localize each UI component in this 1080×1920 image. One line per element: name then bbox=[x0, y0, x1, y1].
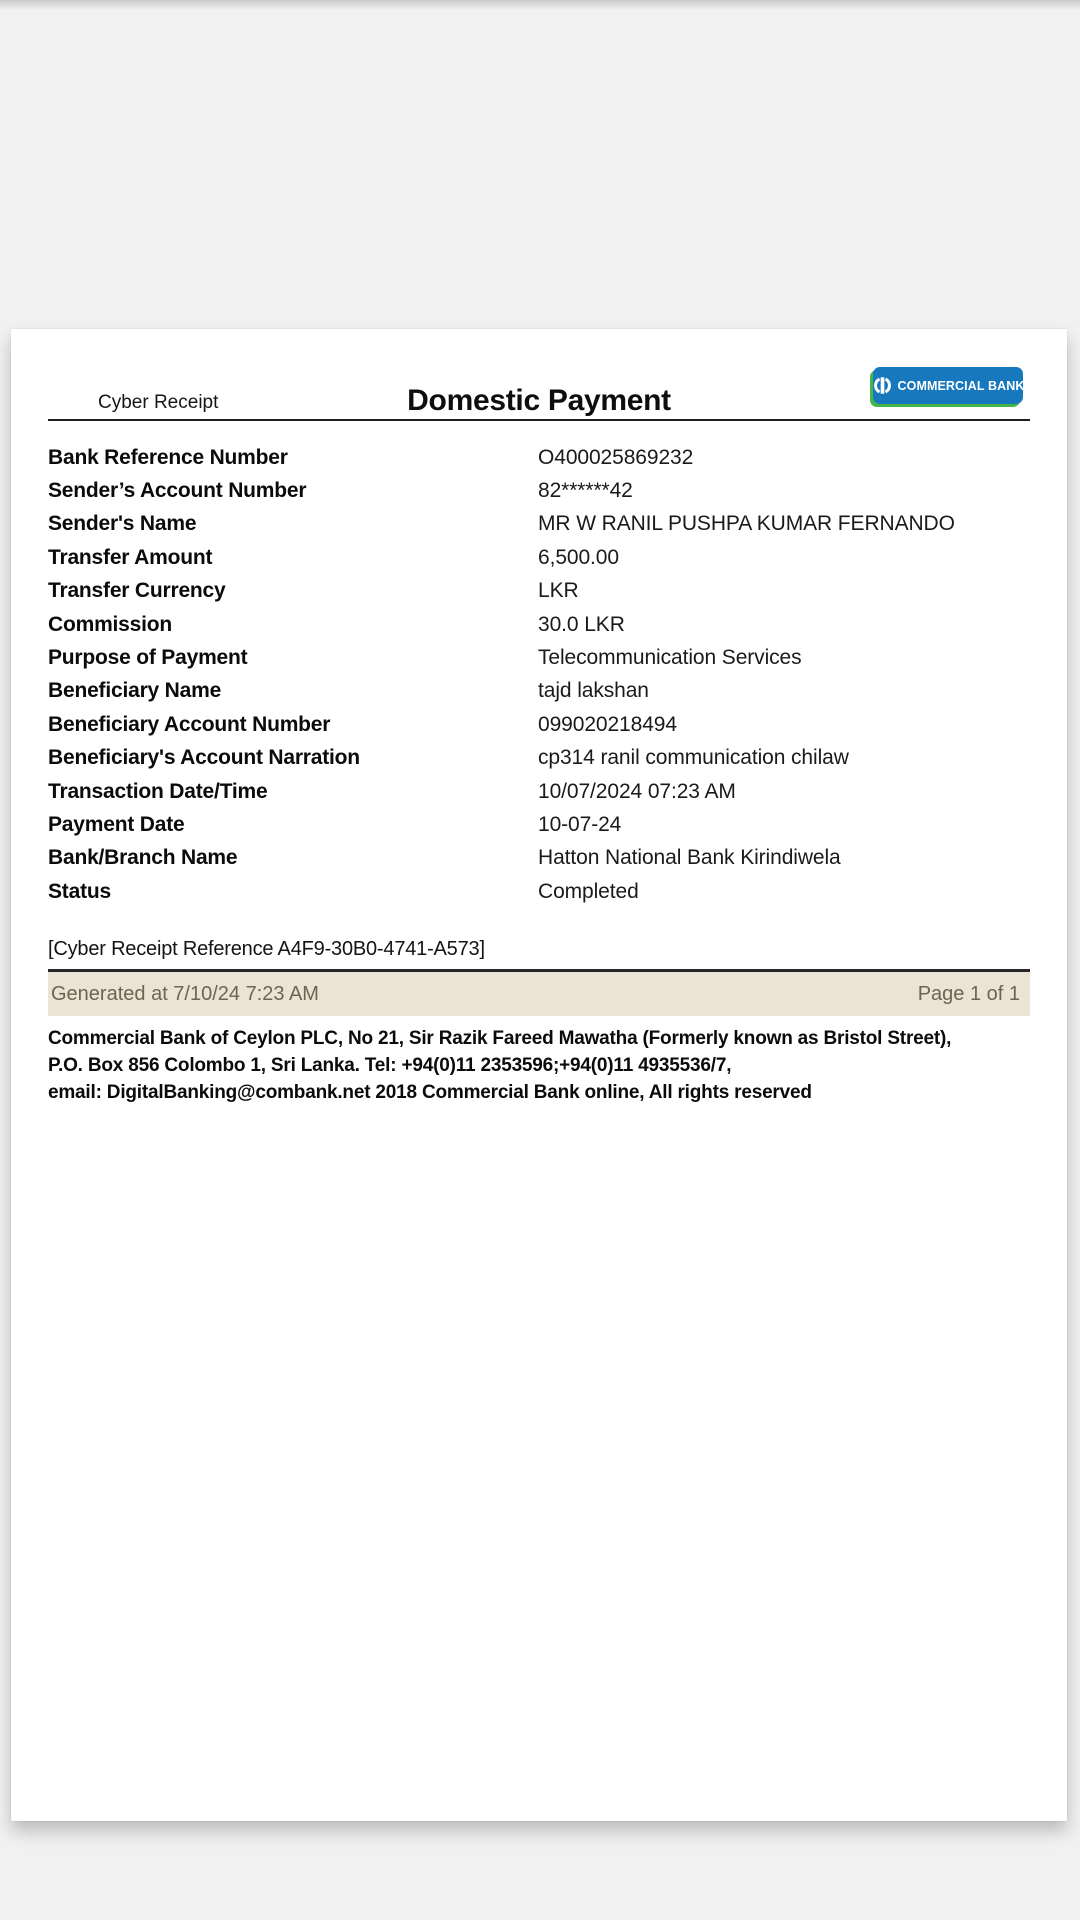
field-label: Transaction Date/Time bbox=[48, 779, 268, 803]
page-title: Domestic Payment bbox=[407, 384, 671, 417]
field-row bbox=[48, 742, 1030, 775]
field-row bbox=[48, 708, 1030, 741]
field-label: Sender's Name bbox=[48, 512, 197, 536]
field-list bbox=[48, 441, 1030, 908]
field-value: 30.0 LKR bbox=[538, 612, 625, 636]
field-label: Beneficiary Account Number bbox=[48, 712, 331, 736]
field-value: Telecommunication Services bbox=[538, 646, 802, 670]
field-value: LKR bbox=[538, 579, 579, 603]
field-row bbox=[48, 508, 1030, 541]
page-top-shadow bbox=[0, 0, 1080, 10]
footer-line: Commercial Bank of Ceylon PLC, No 21, Sir Razik Fareed Mawatha (Formerly known as Bristol Street), bbox=[48, 1028, 952, 1050]
receipt-header bbox=[48, 329, 1030, 419]
field-value: 099020218494 bbox=[538, 712, 677, 736]
field-row bbox=[48, 842, 1030, 875]
field-value: 82******42 bbox=[538, 479, 633, 503]
field-row bbox=[48, 474, 1030, 507]
generated-bar bbox=[48, 972, 1030, 1016]
field-row bbox=[48, 441, 1030, 474]
field-label: Payment Date bbox=[48, 812, 185, 836]
field-value: 10-07-24 bbox=[538, 812, 622, 836]
field-value: O400025869232 bbox=[538, 445, 694, 469]
field-value: 6,500.00 bbox=[538, 545, 619, 569]
field-row bbox=[48, 675, 1030, 708]
doc-type-label: Cyber Receipt bbox=[98, 392, 219, 413]
field-label: Transfer Amount bbox=[48, 545, 213, 569]
field-label: Status bbox=[48, 879, 111, 903]
field-value: cp314 ranil communication chilaw bbox=[538, 746, 849, 770]
field-label: Purpose of Payment bbox=[48, 646, 248, 670]
field-label: Bank Reference Number bbox=[48, 445, 288, 469]
field-value: Completed bbox=[538, 879, 639, 903]
commercial-bank-logo bbox=[873, 367, 1023, 404]
receipt-card bbox=[11, 329, 1067, 1821]
bank-address-block bbox=[48, 1025, 1030, 1106]
footer-line: email: DigitalBanking@combank.net 2018 Commercial Bank online, All rights reserved bbox=[48, 1082, 812, 1104]
field-row bbox=[48, 641, 1030, 674]
field-row bbox=[48, 575, 1030, 608]
field-row bbox=[48, 541, 1030, 574]
field-value: Hatton National Bank Kirindiwela bbox=[538, 846, 841, 870]
bank-logo-text: COMMERCIAL BANK bbox=[897, 378, 1025, 393]
field-value: 10/07/2024 07:23 AM bbox=[538, 779, 736, 803]
field-label: Beneficiary Name bbox=[48, 679, 222, 703]
field-row bbox=[48, 775, 1030, 808]
bank-emblem-icon bbox=[872, 375, 893, 396]
header-divider bbox=[48, 419, 1030, 421]
field-label: Bank/Branch Name bbox=[48, 846, 238, 870]
field-value: tajd lakshan bbox=[538, 679, 649, 703]
page-number-text: Page 1 of 1 bbox=[917, 982, 1020, 1005]
field-row bbox=[48, 608, 1030, 641]
field-label: Commission bbox=[48, 612, 173, 636]
cyber-receipt-reference: [Cyber Receipt Reference A4F9-30B0-4741-A573] bbox=[48, 938, 485, 961]
field-row bbox=[48, 875, 1030, 908]
footer-line: P.O. Box 856 Colombo 1, Sri Lanka. Tel: +94(0)11 2353596;+94(0)11 4935536/7, bbox=[48, 1055, 732, 1077]
field-label: Transfer Currency bbox=[48, 579, 226, 603]
field-label: Sender’s Account Number bbox=[48, 479, 307, 503]
generated-at-text: Generated at 7/10/24 7:23 AM bbox=[51, 982, 319, 1005]
field-value: MR W RANIL PUSHPA KUMAR FERNANDO bbox=[538, 512, 955, 536]
field-row bbox=[48, 808, 1030, 841]
field-label: Beneficiary's Account Narration bbox=[48, 746, 360, 770]
